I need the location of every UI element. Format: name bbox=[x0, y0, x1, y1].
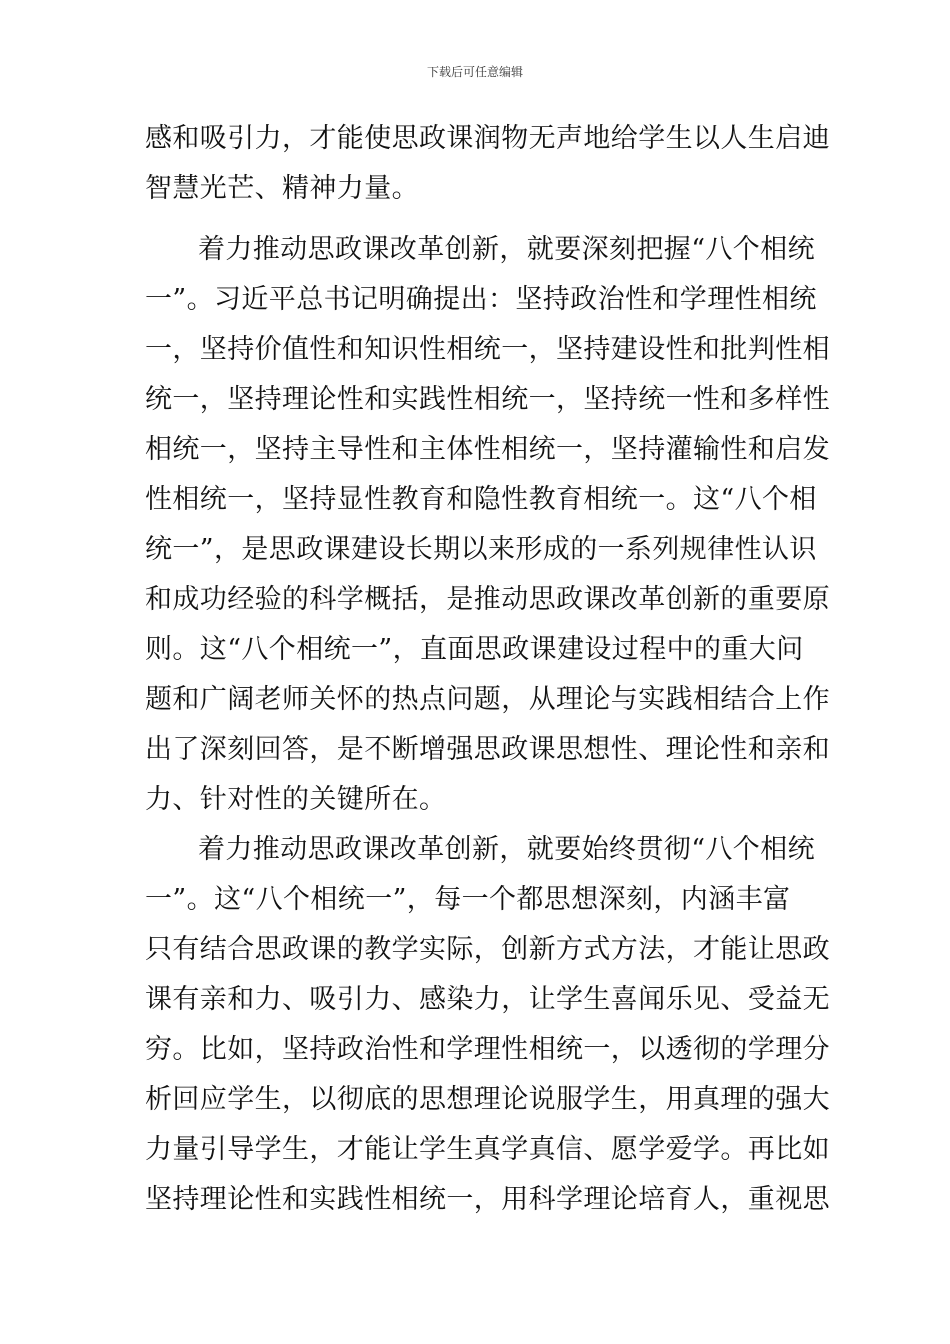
text-line: 统一，坚持理论性和实践性相统一，坚持统一性和多样性 bbox=[145, 384, 830, 415]
text-line: 析回应学生，以彻底的思想理论说服学生，用真理的强大 bbox=[145, 1084, 830, 1115]
text-line: 智慧光芒、精神力量。 bbox=[145, 173, 419, 204]
paragraph-first-line: 着力推动思政课改革创新，就要深刻把握“八个相统 bbox=[198, 234, 816, 265]
page-header: 下载后可任意编辑 bbox=[426, 65, 523, 79]
text-line: 感和吸引力，才能使思政课润物无声地给学生以人生启迪 bbox=[145, 123, 830, 154]
text-line: 一”。这“八个相统一”，每一个都思想深刻，内涵丰富 bbox=[145, 884, 791, 915]
text-line: 性相统一，坚持显性教育和隐性教育相统一。这“八个相 bbox=[145, 484, 817, 515]
paragraph-first-line: 着力推动思政课改革创新，就要始终贯彻“八个相统 bbox=[198, 834, 816, 865]
text-line: 坚持理论性和实践性相统一，用科学理论培育人，重视思 bbox=[145, 1184, 830, 1215]
text-line: 课有亲和力、吸引力、感染力，让学生喜闻乐见、受益无 bbox=[145, 984, 830, 1015]
text-line: 穷。比如，坚持政治性和学理性相统一，以透彻的学理分 bbox=[145, 1034, 830, 1065]
text-line: 出了深刻回答，是不断增强思政课思想性、理论性和亲和 bbox=[145, 734, 830, 765]
text-line: 力量引导学生，才能让学生真学真信、愿学爱学。再比如 bbox=[145, 1134, 830, 1165]
text-line: 力、针对性的关键所在。 bbox=[145, 784, 447, 815]
text-line: 一”。习近平总书记明确提出：坚持政治性和学理性相统 bbox=[145, 284, 817, 315]
text-line: 相统一，坚持主导性和主体性相统一，坚持灌输性和启发 bbox=[145, 434, 830, 465]
text-line: 只有结合思政课的教学实际，创新方式方法，才能让思政 bbox=[145, 934, 830, 965]
text-line: 一，坚持价值性和知识性相统一，坚持建设性和批判性相 bbox=[145, 334, 830, 365]
text-line: 统一”，是思政课建设长期以来形成的一系列规律性认识 bbox=[145, 534, 817, 565]
text-line: 和成功经验的科学概括，是推动思政课改革创新的重要原 bbox=[145, 584, 830, 615]
text-line: 题和广阔老师关怀的热点问题，从理论与实践相结合上作 bbox=[145, 684, 830, 715]
text-line: 则。这“八个相统一”，直面思政课建设过程中的重大问 bbox=[145, 634, 804, 665]
